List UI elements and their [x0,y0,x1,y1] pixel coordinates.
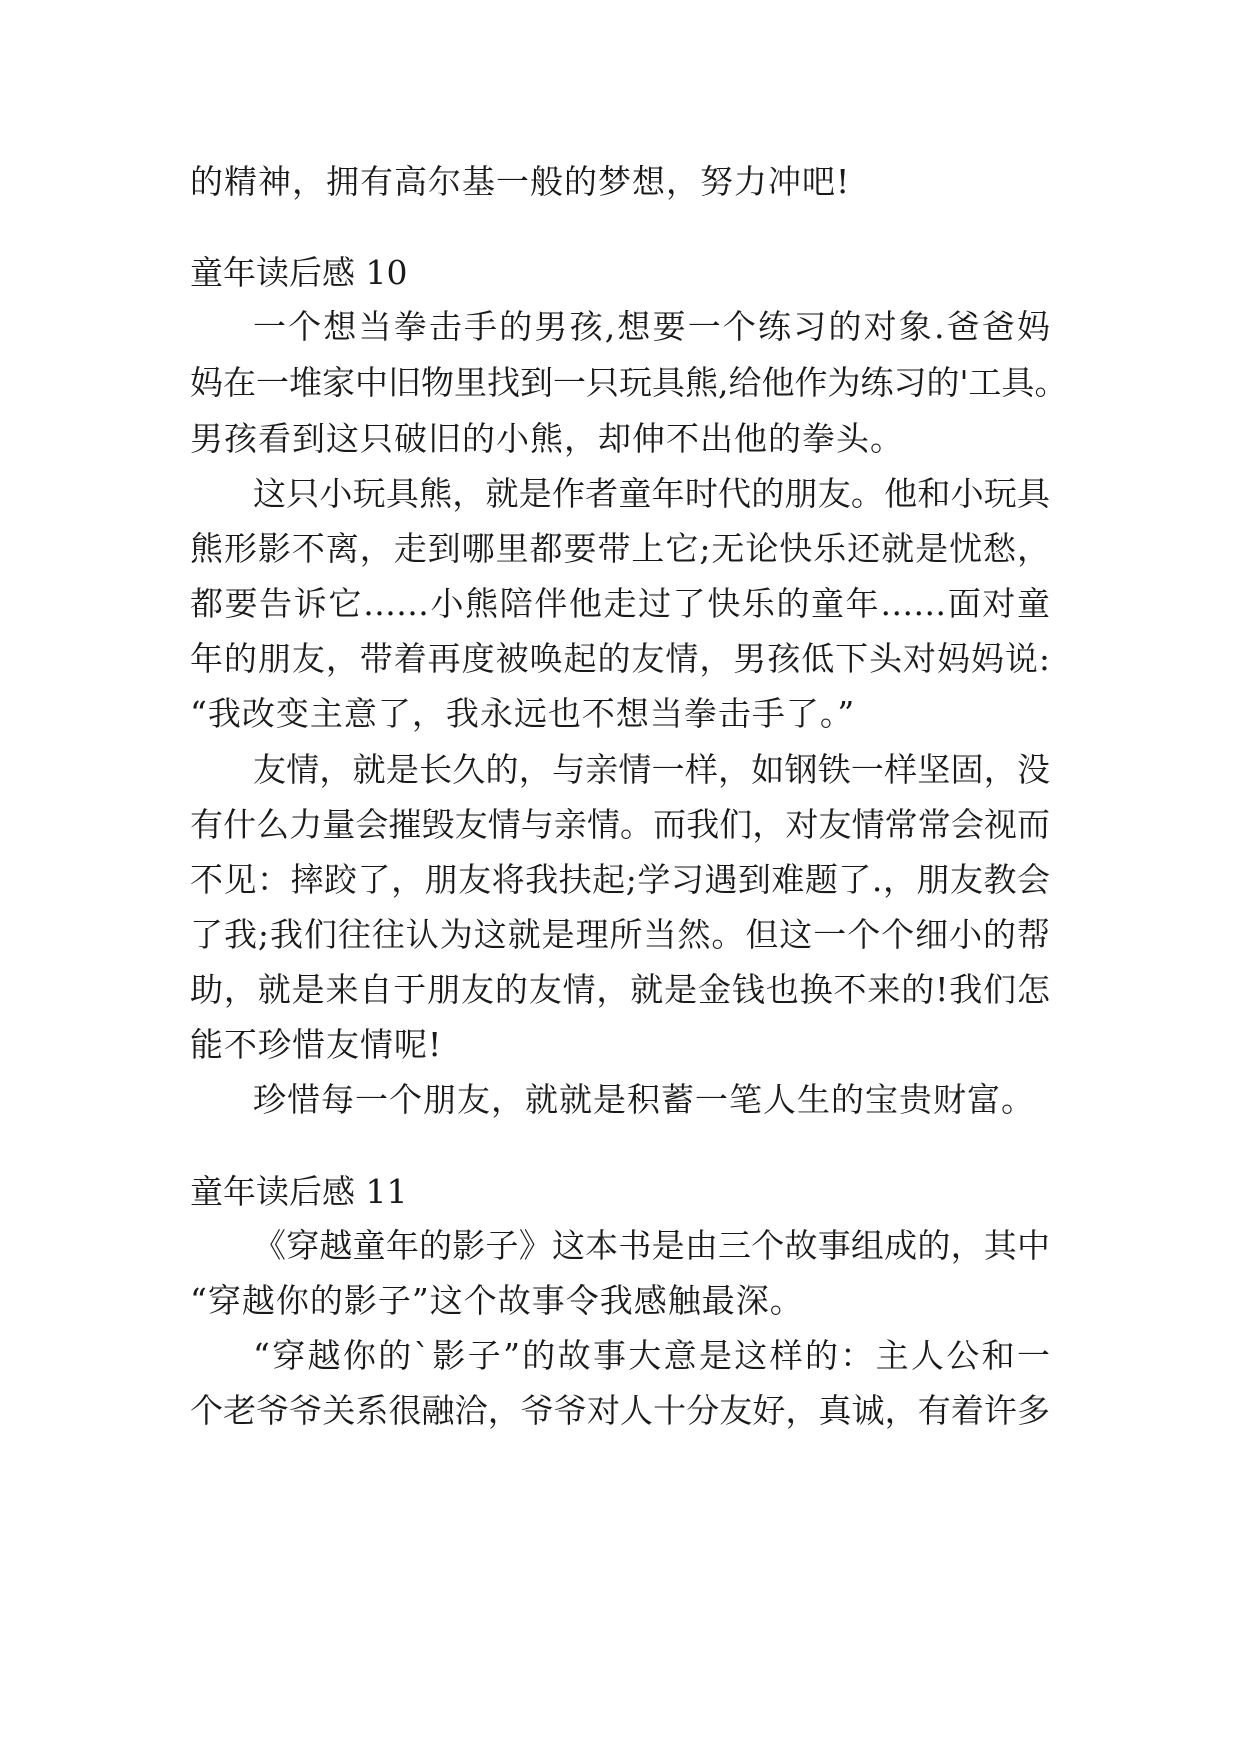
paragraph-2-line-2: 熊形影不离，走到哪里都要带上它;无论快乐还就是忧愁， [190,529,1050,568]
paragraph-3-line-4: 了我;我们往往认为这就是理所当然。但这一个个细小的帮 [190,915,1050,954]
paragraph-2-line-3: 都要告诉它……小熊陪伴他走过了快乐的童年……面对童 [190,584,1050,623]
paragraph-3-line-3: 不见：摔跤了，朋友将我扶起;学习遇到难题了.，朋友教会 [190,860,1050,899]
section-heading-10: 童年读后感 10 [190,253,408,292]
paragraph-3-line-2: 有什么力量会摧毁友情与亲情。而我们，对友情常常会视而 [190,805,1050,844]
paragraph-2-line-1: 这只小玩具熊，就是作者童年时代的朋友。他和小玩具 [253,474,1050,513]
text-line-1: 的精神，拥有高尔基一般的梦想，努力冲吧! [190,162,851,201]
paragraph-3-line-6: 能不珍惜友情呢! [190,1025,443,1064]
paragraph-4-line-1: 珍惜每一个朋友，就就是积蓄一笔人生的宝贵财富。 [253,1080,1035,1119]
paragraph-5-line-1: 《穿越童年的影子》这本书是由三个故事组成的，其中 [253,1226,1050,1265]
paragraph-1-line-3: 男孩看到这只破旧的小熊，却伸不出他的拳头。 [190,419,904,458]
paragraph-1-line-1: 一个想当拳击手的男孩,想要一个练习的对象.爸爸妈 [253,307,1050,346]
paragraph-1-line-2: 妈在一堆家中旧物里找到一只玩具熊,给他作为练习的'工具。 [190,363,1068,402]
paragraph-2-line-5: “我改变主意了，我永远也不想当拳击手了。” [190,694,856,733]
paragraph-6-line-2: 个老爷爷关系很融洽，爷爷对人十分友好，真诚，有着许多 [190,1391,1050,1430]
paragraph-5-line-2: “穿越你的影子”这个故事令我感触最深。 [190,1281,804,1320]
paragraph-2-line-4: 年的朋友，带着再度被唤起的友情，男孩低下头对妈妈说: [190,639,1050,678]
paragraph-3-line-5: 助，就是来自于朋友的友情，就是金钱也换不来的!我们怎 [190,970,1050,1009]
paragraph-3-line-1: 友情，就是长久的，与亲情一样，如钢铁一样坚固，没 [253,750,1050,789]
section-heading-11: 童年读后感 11 [190,1172,408,1211]
paragraph-6-line-1: “穿越你的`影子”的故事大意是这样的：主人公和一 [253,1336,1050,1375]
